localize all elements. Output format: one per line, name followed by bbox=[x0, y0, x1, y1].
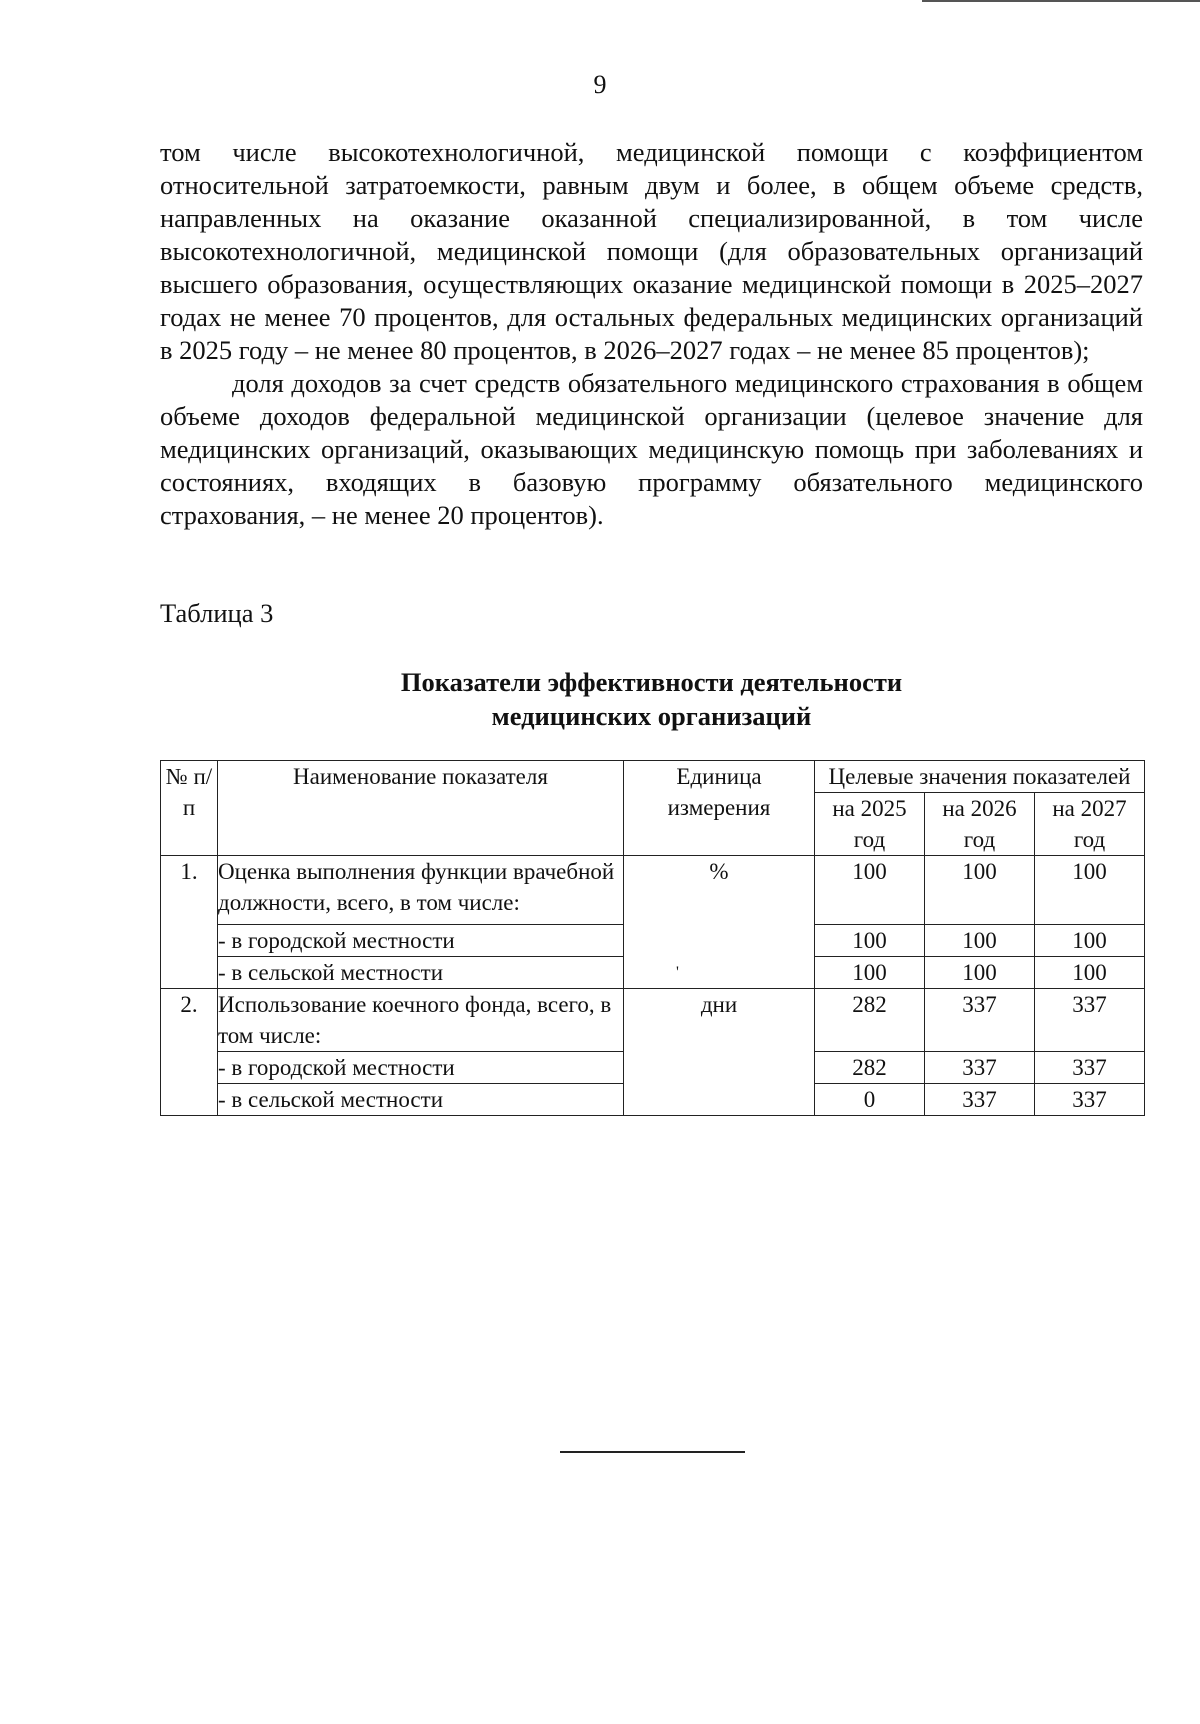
value-2027: 337 bbox=[1035, 1084, 1145, 1116]
header-year-2027: на 2027 год bbox=[1035, 793, 1145, 856]
header-number: № п/п bbox=[161, 761, 218, 856]
value-2027: 337 bbox=[1035, 1052, 1145, 1084]
value-2025: 282 bbox=[815, 989, 925, 1052]
indicator-name: - в сельской местности bbox=[218, 1084, 624, 1116]
value-2027: 100 bbox=[1035, 925, 1145, 957]
indicator-name: Оценка выполнения функции врачебной должности, всего, в том числе: bbox=[218, 856, 624, 925]
value-2027: 337 bbox=[1035, 989, 1145, 1052]
table-row bbox=[161, 856, 1145, 925]
indicator-name: - в городской местности bbox=[218, 1052, 624, 1084]
indicator-name: - в городской местности bbox=[218, 925, 624, 957]
value-2026: 337 bbox=[925, 1052, 1035, 1084]
header-year-2025: на 2025 год bbox=[815, 793, 925, 856]
header-name: Наименование показателя bbox=[218, 761, 624, 856]
paragraph-oms-income-share: доля доходов за счет средств обязательного медицинского страхования в общем объеме доходов федеральной медицинской организации (целевое значение для медицинских организаций, оказывающих медицинскую помощь при заболеваниях и состояниях, входящих в базовую программу обязательного медицинского страхования, – не менее 20 процентов). bbox=[160, 368, 1143, 530]
value-2026: 100 bbox=[925, 925, 1035, 957]
indicators-table bbox=[160, 760, 1145, 1116]
value-2025: 0 bbox=[815, 1084, 925, 1116]
header-unit: Единица измерения bbox=[624, 761, 815, 856]
paragraph-continuation: том числе высокотехнологичной, медицинской помощи с коэффициентом относительной затратоемкости, равным двум и более, в общем объеме средств, направленных на оказание оказанной специализированной, в том числе высокотехнологичной, медицинской помощи (для образовательных организаций высшего образования, осуществляющих оказание медицинской помощи в 2025–2027 годах не менее 70 процентов, для остальных федеральных медицинских организаций в 2025 году – не менее 80 процентов, в 2026–2027 годах – не менее 85 процентов); bbox=[160, 137, 1143, 365]
value-2026: 337 bbox=[925, 989, 1035, 1052]
table-row bbox=[161, 989, 1145, 1052]
header-year-2026: на 2026 год bbox=[925, 793, 1035, 856]
value-2026: 100 bbox=[925, 957, 1035, 989]
table-title bbox=[160, 665, 1143, 733]
header-targets: Целевые значения показателей bbox=[815, 761, 1145, 793]
row-number: 1. bbox=[161, 856, 218, 989]
value-2025: 282 bbox=[815, 1052, 925, 1084]
value-2026: 100 bbox=[925, 856, 1035, 925]
value-2025: 100 bbox=[815, 856, 925, 925]
page-number: 9 bbox=[593, 70, 607, 99]
value-2026: 337 bbox=[925, 1084, 1035, 1116]
indicator-name: Использование коечного фонда, всего, в том числе: bbox=[218, 989, 624, 1052]
value-2027: 100 bbox=[1035, 957, 1145, 989]
value-2025: 100 bbox=[815, 957, 925, 989]
body-text bbox=[160, 136, 1143, 532]
table-label: Таблица 3 bbox=[160, 598, 274, 628]
indicator-name: - в сельской местности bbox=[218, 957, 624, 989]
value-2025: 100 bbox=[815, 925, 925, 957]
table-title-line-1: Показатели эффективности деятельности bbox=[400, 667, 903, 697]
header-row-1 bbox=[161, 761, 1145, 793]
table-title-line-2: медицинских организаций bbox=[491, 701, 812, 731]
unit-value: % bbox=[709, 859, 729, 884]
value-2027: 100 bbox=[1035, 856, 1145, 925]
unit-value: дни bbox=[624, 989, 815, 1116]
top-edge-rule bbox=[922, 0, 1200, 2]
footer-rule bbox=[560, 1451, 745, 1453]
stray-mark: ' bbox=[676, 964, 679, 981]
unit-cell bbox=[624, 856, 815, 989]
row-number: 2. bbox=[161, 989, 218, 1116]
